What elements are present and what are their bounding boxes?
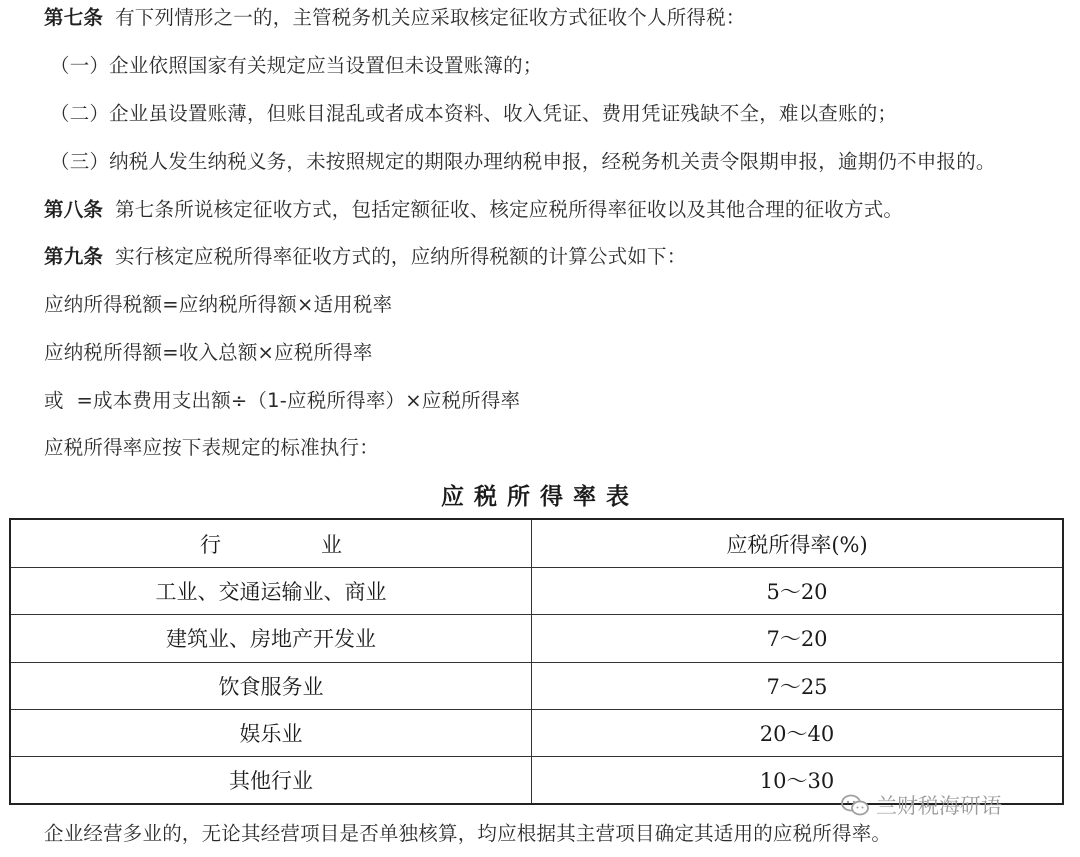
header-rate: 应税所得率(%) <box>532 519 1064 568</box>
article-8-paragraph <box>44 197 903 223</box>
article-7-item-1: （一）企业依照国家有关规定应当设置但未设置账簿的； <box>50 54 543 77</box>
formula-1: 应纳所得税额=应纳税所得额×适用税率 <box>44 293 393 316</box>
formula-2: 应纳税所得额=收入总额×应税所得率 <box>44 341 373 364</box>
watermark-text: 兰财税海研语 <box>876 794 1002 818</box>
article-7-label: 第七条 <box>44 6 104 29</box>
table-header-row <box>10 519 1063 568</box>
table-intro-note: 应税所得率应按下表规定的标准执行： <box>44 436 379 459</box>
table-title: 应税所得率表 <box>441 483 639 510</box>
rate-cell: 5～20 <box>532 568 1064 615</box>
footer-note: 企业经营多业的，无论其经营项目是否单独核算，均应根据其主营项目确定其适用的应税所得率。 <box>44 822 892 845</box>
table-row <box>10 568 1063 615</box>
wechat-icon <box>840 793 870 817</box>
article-9-label: 第九条 <box>44 245 104 268</box>
article-8-text: 第七条所说核定征收方式，包括定额征收、核定应税所得率征收以及其他合理的征收方式。 <box>115 198 904 221</box>
table-row <box>10 662 1063 709</box>
header-industry: 行业 <box>10 519 532 568</box>
formula-3: 或 =成本费用支出额÷（1-应税所得率）×应税所得率 <box>44 389 521 412</box>
rate-table <box>9 518 1064 805</box>
article-8-label: 第八条 <box>44 198 104 221</box>
table-row <box>10 615 1063 662</box>
rate-cell: 10～30 <box>532 757 1064 805</box>
article-9-paragraph <box>44 244 686 270</box>
article-7-item-3: （三）纳税人发生纳税义务，未按照规定的期限办理纳税申报，经税务机关责令限期申报，逾期仍不申报的。 <box>50 150 996 173</box>
rate-cell: 20～40 <box>532 709 1064 756</box>
article-7-heading <box>44 5 746 31</box>
industry-cell: 工业、交通运输业、商业 <box>10 568 532 615</box>
article-7-text: 有下列情形之一的，主管税务机关应采取核定征收方式征收个人所得税： <box>115 6 746 29</box>
watermark <box>840 790 1002 820</box>
table-row <box>10 709 1063 756</box>
industry-cell: 娱乐业 <box>10 709 532 756</box>
industry-cell: 饮食服务业 <box>10 662 532 709</box>
industry-cell: 建筑业、房地产开发业 <box>10 615 532 662</box>
article-9-text: 实行核定应税所得率征收方式的，应纳所得税额的计算公式如下： <box>115 245 687 268</box>
industry-cell: 其他行业 <box>10 757 532 805</box>
article-7-item-2: （二）企业虽设置账薄，但账目混乱或者成本资料、收入凭证、费用凭证残缺不全，难以查账的； <box>50 102 898 125</box>
rate-cell: 7～25 <box>532 662 1064 709</box>
rate-cell: 7～20 <box>532 615 1064 662</box>
